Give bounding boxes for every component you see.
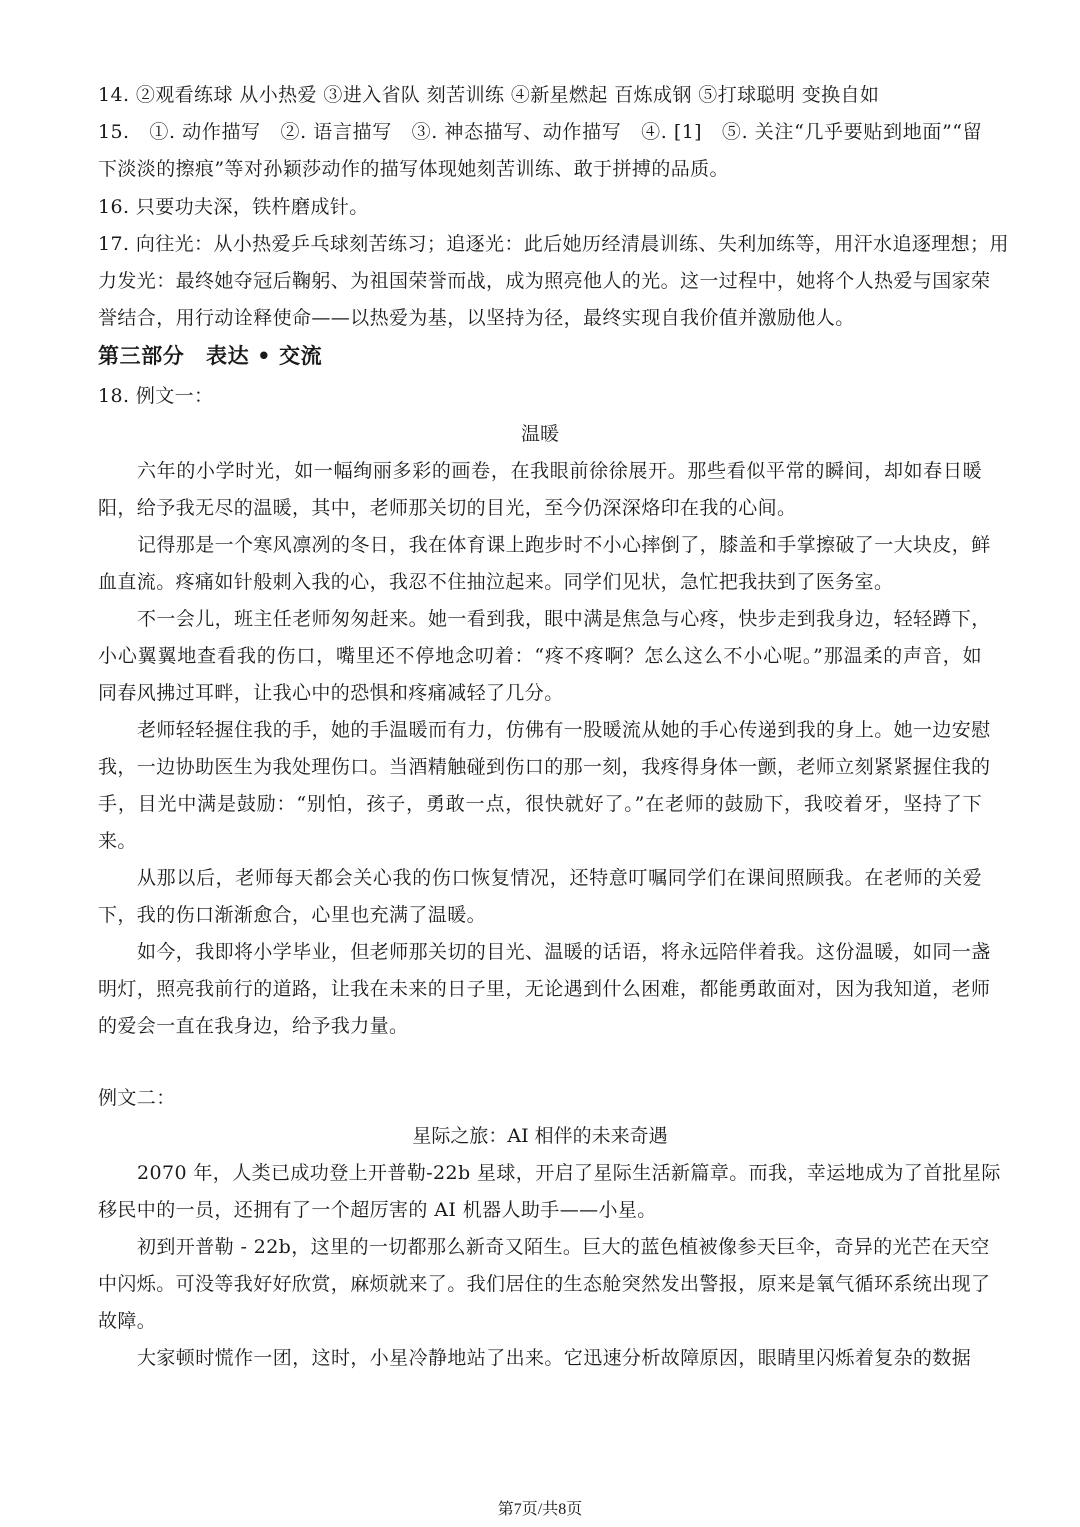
essay1-label: 18. 例文一： [98,385,214,407]
answer-15-line-1: 15. ①. 动作描写 ②. 语言描写 ③. 神态描写、动作描写 ④. [1] ⑤. 关注“几乎要贴到地面”“留 [98,121,982,143]
essay1-paragraph-line: 六年的小学时光，如一幅绚丽多彩的画卷，在我眼前徐徐展开。那些看似平常的瞬间，却如春日暖 [137,460,982,482]
essay2-label: 例文二： [98,1087,176,1109]
essay1-paragraph-line: 明灯，照亮我前行的道路，让我在未来的日子里，无论遇到什么困难，都能勇敢面对，因为我知道，老师 [98,978,991,1000]
essay1-paragraph-line: 我，一边协助医生为我处理伤口。当酒精触碰到伤口的那一刻，我疼得身体一颤，老师立刻紧紧握住我的 [98,756,991,778]
answer-17-line-1: 17. 向往光：从小热爱乒乓球刻苦练习；追逐光：此后她历经清晨训练、失利加练等，用汗水追逐理想；用 [98,233,1009,255]
essay1-paragraph-line: 血直流。疼痛如针般刺入我的心，我忍不住抽泣起来。同学们见状，急忙把我扶到了医务室。 [98,571,894,593]
section-heading: 第三部分 表达 • 交流 [98,344,323,368]
essay2-paragraph-line: 移民中的一员，还拥有了一个超厉害的 AI 机器人助手——小星。 [98,1199,657,1221]
essay1-paragraph-line: 来。 [98,830,137,852]
essay1-paragraph-line: 记得那是一个寒风凛冽的冬日，我在体育课上跑步时不小心摔倒了，膝盖和手掌擦破了一大块皮，鲜 [137,534,991,556]
essay2-paragraph-line: 大家顿时慌作一团，这时，小星冷静地站了出来。它迅速分析故障原因，眼睛里闪烁着复杂的数据 [137,1347,972,1369]
essay1-paragraph-line: 不一会儿，班主任老师匆匆赶来。她一看到我，眼中满是焦急与心疼，快步走到我身边，轻轻蹲下， [137,608,991,630]
answer-15-line-2: 下淡淡的擦痕”等对孙颖莎动作的描写体现她刻苦训练、敢于拼搏的品质。 [98,158,729,180]
essay2-paragraph-line: 初到开普勒 - 22b，这里的一切都那么新奇又陌生。巨大的蓝色植被像参天巨伞，奇异的光芒在天空 [137,1236,990,1258]
essay1-paragraph-line: 从那以后，老师每天都会关心我的伤口恢复情况，还特意叮嘱同学们在课间照顾我。在老师的关爱 [137,867,982,889]
essay1-paragraph-line: 下，我的伤口渐渐愈合，心里也充满了温暖。 [98,904,487,926]
essay1-paragraph-line: 同春风拂过耳畔，让我心中的恐惧和疼痛减轻了几分。 [98,682,564,704]
page-number: 第7页/共8页 [497,1501,583,1518]
essay1-paragraph-line: 老师轻轻握住我的手，她的手温暖而有力，仿佛有一股暖流从她的手心传递到我的身上。她一边安慰 [137,719,991,741]
essay1-paragraph-line: 如今，我即将小学毕业，但老师那关切的目光、温暖的话语，将永远陪伴着我。这份温暖，如同一盏 [137,941,991,963]
essay1-paragraph-line: 的爱会一直在我身边，给予我力量。 [98,1015,409,1037]
essay1-title: 温暖 [520,423,559,445]
essay2-title: 星际之旅：AI 相伴的未来奇遇 [412,1125,668,1147]
essay1-paragraph-line: 手，目光中满是鼓励：“别怕，孩子，勇敢一点，很快就好了。”在老师的鼓励下，我咬着牙，坚持了下 [98,793,982,815]
answer-16: 16. 只要功夫深，铁杵磨成针。 [98,196,369,218]
essay2-paragraph-line: 中闪烁。可没等我好好欣赏，麻烦就来了。我们居住的生态舱突然发出警报，原来是氧气循环系统出现了 [98,1273,991,1295]
answer-14: 14. ②观看练球 从小热爱 ③进入省队 刻苦训练 ④新星燃起 百炼成钢 ⑤打球聪明 变换自如 [98,84,880,106]
answer-17-line-2: 力发光：最终她夺冠后鞠躬、为祖国荣誉而战，成为照亮他人的光。这一过程中，她将个人热爱与国家荣 [98,270,991,292]
essay1-paragraph-line: 小心翼翼地查看我的伤口，嘴里还不停地念叨着：“疼不疼啊？怎么这么不小心呢。”那温柔的声音，如 [98,645,982,667]
answer-17-line-3: 誉结合，用行动诠释使命——以热爱为基，以坚持为径，最终实现自我价值并激励他人。 [98,307,855,329]
essay1-paragraph-line: 阳，给予我无尽的温暖，其中，老师那关切的目光，至今仍深深烙印在我的心间。 [98,497,797,519]
essay2-paragraph-line: 2070 年，人类已成功登上开普勒-22b 星球，开启了星际生活新篇章。而我，幸运地成为了首批星际 [137,1162,1001,1184]
essay2-paragraph-line: 故障。 [98,1310,157,1332]
